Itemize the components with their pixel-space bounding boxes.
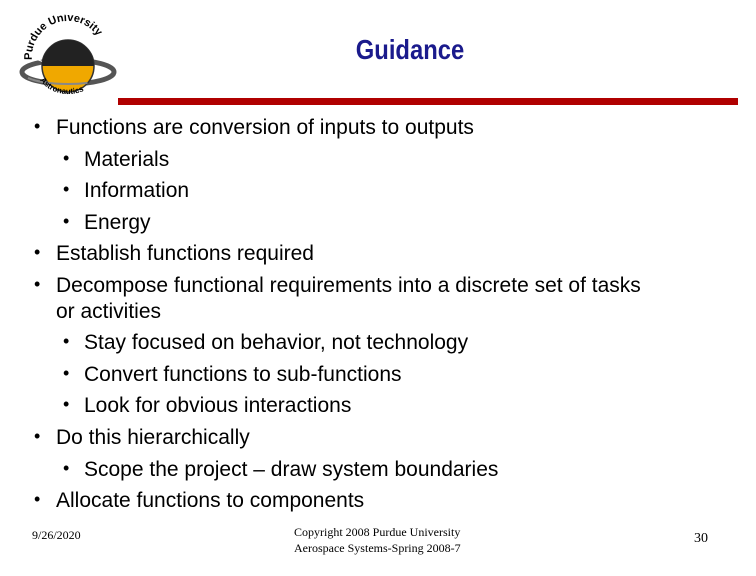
bullet-item (30, 485, 740, 517)
bullet-dot-icon: • (34, 242, 41, 263)
bullet-text: Energy (84, 210, 151, 234)
bullet-item (30, 270, 740, 327)
title-divider (118, 98, 738, 105)
purdue-logo (18, 14, 118, 104)
slide-title: Guidance (355, 34, 465, 65)
bullet-text: Convert functions to sub-functions (84, 362, 402, 386)
bullet-text: Do this hierarchically (56, 425, 250, 449)
bullet-text: Materials (84, 147, 170, 171)
bullet-dot-icon: • (34, 273, 41, 294)
sub-bullet-item (30, 175, 740, 207)
sub-bullet-item (30, 144, 740, 176)
sub-bullet-item (30, 390, 740, 422)
bullet-text: Establish functions required (56, 242, 314, 266)
bullet-text: Allocate functions to components (56, 489, 365, 513)
bullet-dot-icon: • (63, 331, 70, 352)
bullet-dot-icon: • (63, 179, 70, 200)
bullet-text: Look for obvious interactions (84, 394, 352, 418)
bullet-dot-icon: • (63, 394, 70, 415)
logo-text-top: Purdue University (22, 14, 105, 61)
bullet-dot-icon: • (63, 362, 70, 383)
copyright-line-2: Aerospace Systems-Spring 2008-7 (294, 541, 461, 555)
bullet-item (30, 238, 740, 270)
bullet-dot-icon: • (63, 210, 70, 231)
sub-bullet-item (30, 359, 740, 391)
bullet-text: Stay focused on behavior, not technology (84, 331, 469, 355)
bullet-dot-icon: • (34, 489, 41, 510)
sub-bullet-item (30, 327, 740, 359)
sub-bullet-item (30, 207, 740, 239)
bullet-text: Scope the project – draw system boundaries (84, 457, 499, 481)
bullet-text: Information (84, 179, 190, 203)
bullet-text: Decompose functional requirements into a discrete set of tasks (56, 273, 641, 297)
bullet-item (30, 112, 740, 144)
footer-copyright (294, 524, 461, 556)
logo-text-middle: Aeronautics & (34, 26, 82, 63)
bullet-dot-icon: • (63, 147, 70, 168)
bullet-item (30, 422, 740, 454)
bullet-text: Functions are conversion of inputs to outputs (56, 116, 474, 139)
page-number: 30 (694, 531, 708, 546)
bullet-text-continuation: or activities (56, 299, 162, 323)
copyright-line-1: Copyright 2008 Purdue University (294, 525, 461, 539)
logo-text-bottom: Astronautics (38, 75, 85, 97)
bullet-dot-icon: • (34, 116, 41, 136)
bullet-dot-icon: • (63, 457, 70, 478)
footer-date: 9/26/2020 (32, 528, 81, 542)
sub-bullet-item (30, 454, 740, 486)
bullet-dot-icon: • (34, 425, 41, 446)
bullet-list (30, 112, 740, 517)
